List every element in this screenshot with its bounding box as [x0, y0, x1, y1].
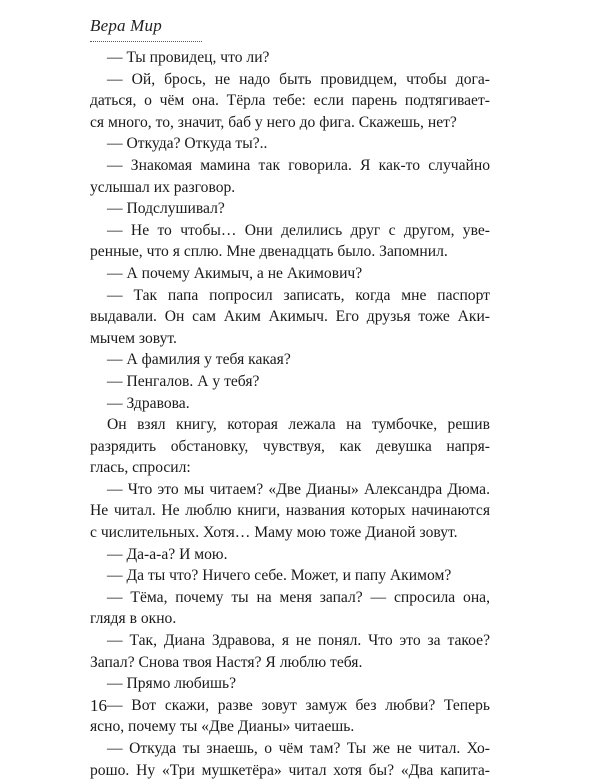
- text-line: — Прямо любишь?: [107, 675, 237, 693]
- text-line: Он взял книгу, которая лежала на тумбочке, решив: [107, 416, 490, 434]
- text-line: ренные, что я сплю. Мне двенадцать было. Запомнил.: [90, 243, 448, 261]
- text-line: — Ты провидец, что ли?: [107, 49, 270, 66]
- text-line: — Здравова.: [107, 394, 190, 412]
- text-line: услышал их разговор.: [90, 178, 236, 196]
- running-head-author: Вера Мир: [90, 16, 162, 35]
- text-line: Запал? Снова твоя Настя? Я люблю тебя.: [90, 653, 363, 671]
- text-line: — Да-а-а? И мою.: [107, 545, 228, 563]
- text-line: — Так папа попросил записать, когда мне паспорт: [107, 286, 490, 304]
- text-line: даться, о чём она. Тёрла тебе: если парень подтягивает-: [90, 92, 490, 110]
- text-line: разрядить обстановку, чувствуя, как девушка напря-: [90, 437, 490, 455]
- text-line: — Ой, брось, не надо быть провидцем, чтобы дога-: [107, 70, 490, 88]
- text-line: ясно, почему ты «Две Дианы» читаешь.: [90, 718, 355, 736]
- page-number: 16: [90, 696, 107, 715]
- text-line: глядя в окно.: [90, 610, 177, 628]
- text-line: — Да ты что? Ничего себе. Может, и папу Акимом?: [107, 567, 452, 585]
- running-head-dotted-rule: [90, 41, 202, 42]
- page-body-text: [90, 47, 490, 781]
- text-line: мычем зовут.: [90, 329, 177, 347]
- text-line: — Знакомая мамина так говорила. Я как-то случайно: [107, 156, 490, 174]
- text-line: — Вот скажи, разве зовут замуж без любви? Теперь: [107, 696, 490, 714]
- text-line: Не читал. Не люблю книги, названия которых начинаются: [90, 502, 490, 520]
- text-line: — Пенгалов. А у тебя?: [107, 372, 260, 390]
- text-line: — Что это мы читаем? «Две Дианы» Александра Дюма.: [107, 480, 490, 498]
- text-line: ся много, то, значит, баб у него до фига. Скажешь, нет?: [90, 113, 457, 131]
- text-line: выдавали. Он сам Аким Акимыч. Его друзья тоже Аки-: [90, 308, 490, 326]
- text-line: — Откуда ты знаешь, о чём там? Ты же не читал. Хо-: [107, 740, 490, 757]
- text-line: — Не то чтобы… Они делились друг с другом, уве-: [107, 221, 490, 239]
- text-line: глась, спросил:: [90, 459, 191, 477]
- text-line: — Откуда? Откуда ты?..: [107, 135, 268, 153]
- text-line: — Тёма, почему ты на меня запал? — спросила она,: [107, 588, 490, 606]
- text-line: — Подслушивал?: [107, 200, 225, 218]
- text-line: рошо. Ну «Три мушкетёра» читал хотя бы? «Два капита-: [90, 761, 490, 779]
- text-line: с числительных. Хотя… Маму мою тоже Дианой зовут.: [90, 524, 458, 542]
- text-line: — А почему Акимыч, а не Акимович?: [107, 264, 363, 282]
- text-line: — А фамилия у тебя какая?: [107, 351, 291, 369]
- text-line: — Так, Диана Здравова, я не понял. Что это за такое?: [107, 632, 490, 650]
